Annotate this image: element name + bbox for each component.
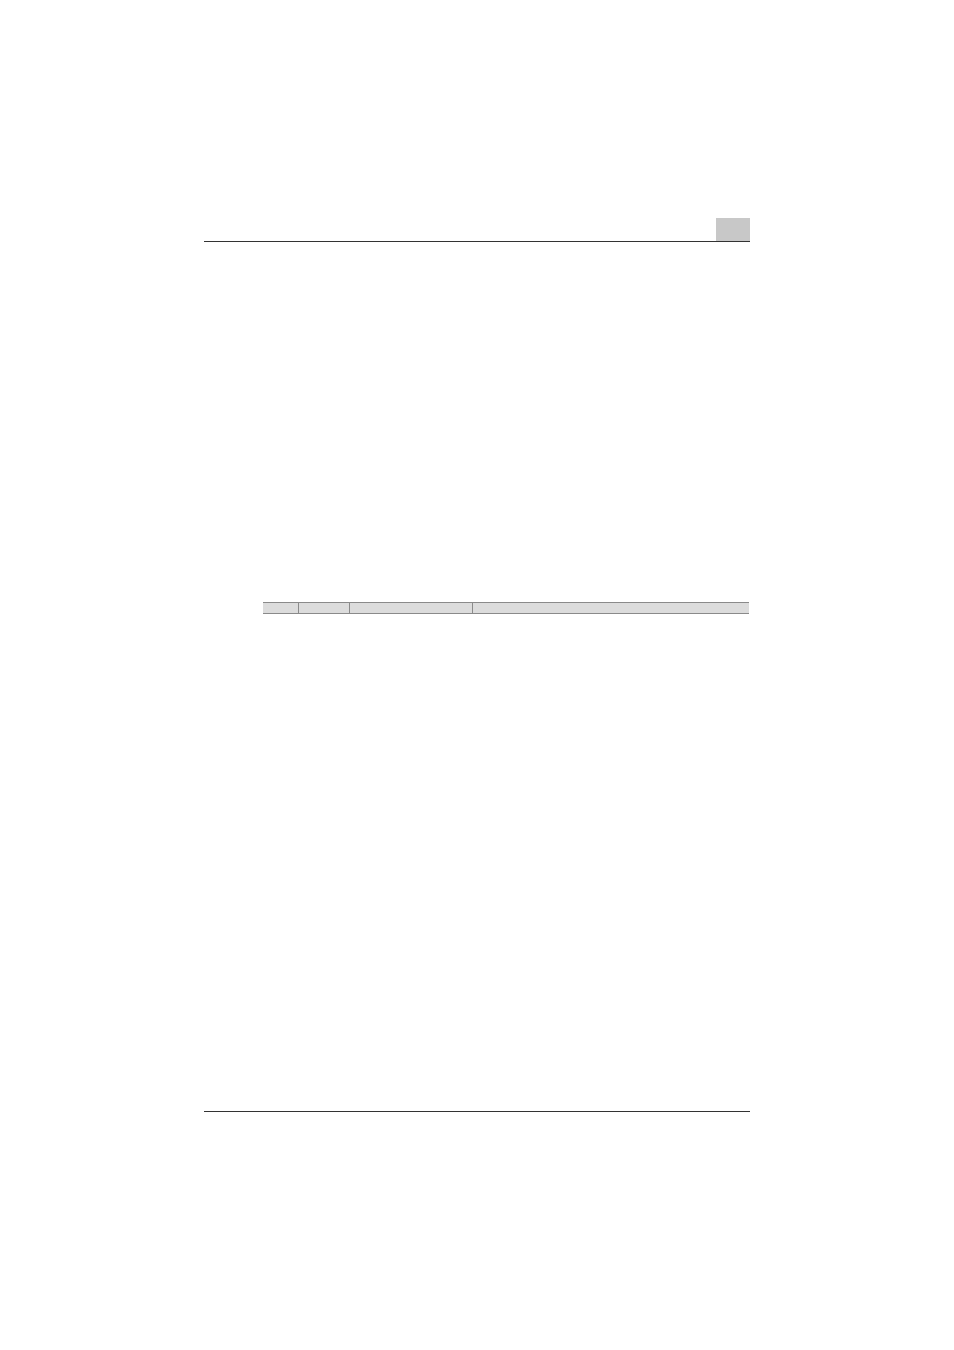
header-details bbox=[473, 603, 750, 614]
spreadsheet-figure bbox=[296, 310, 696, 545]
footer-rule bbox=[204, 1111, 750, 1112]
header-rule bbox=[204, 241, 750, 242]
chapter-tab bbox=[716, 218, 750, 242]
spreadsheet-illustration bbox=[296, 310, 696, 545]
header-required bbox=[299, 603, 350, 614]
header-function bbox=[350, 603, 473, 614]
table-header-row bbox=[263, 603, 749, 614]
header-no bbox=[263, 603, 299, 614]
settings-table bbox=[263, 602, 749, 614]
